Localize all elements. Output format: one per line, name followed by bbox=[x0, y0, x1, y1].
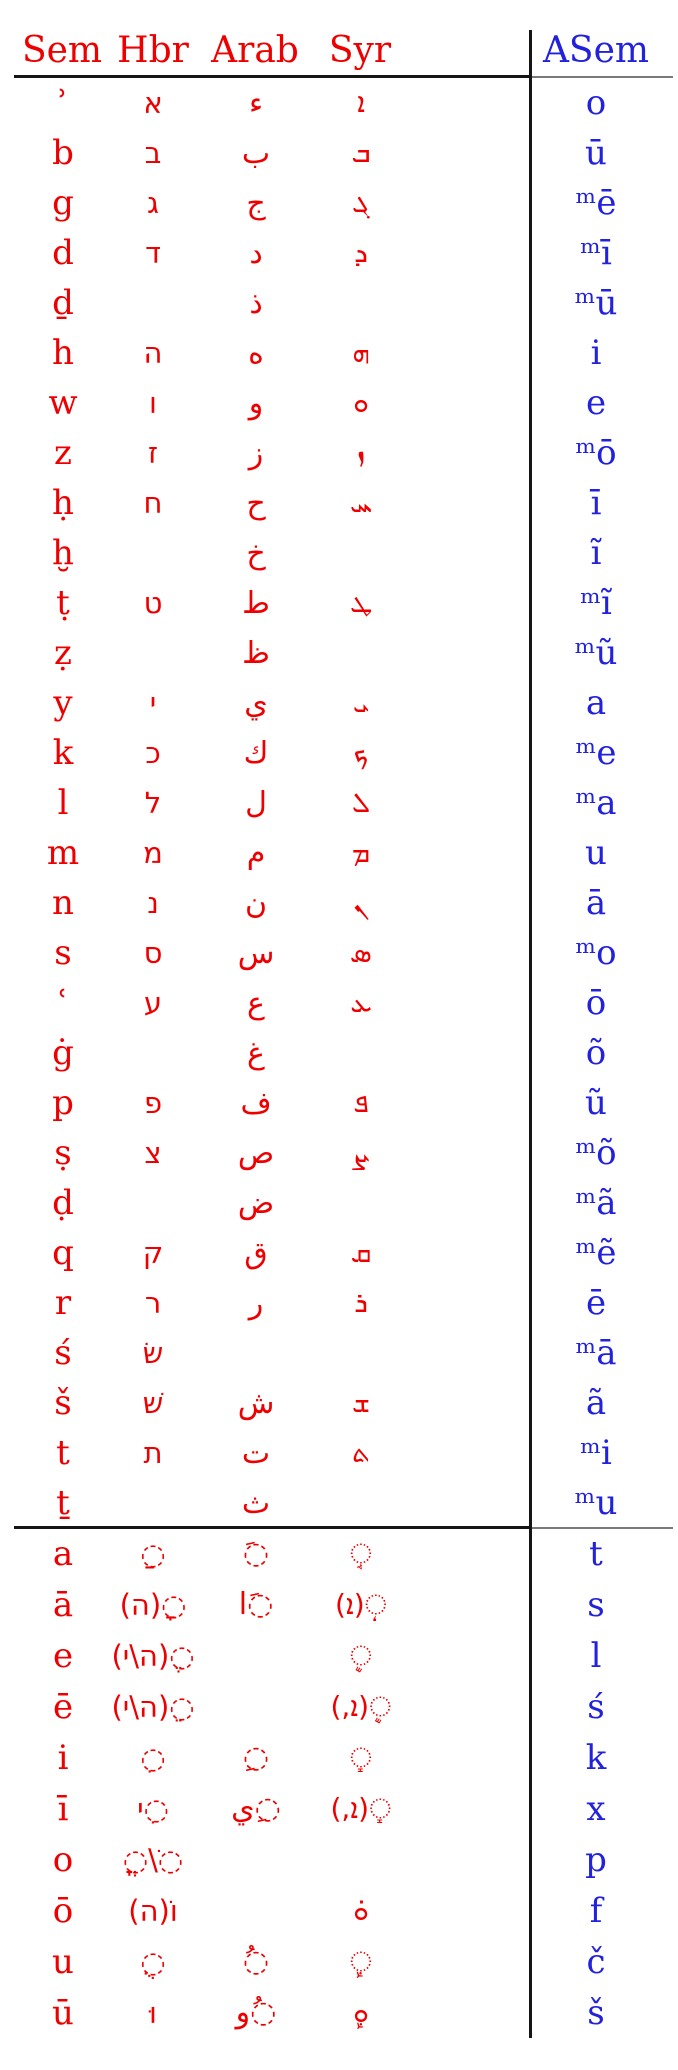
arab-cell: غ bbox=[247, 1035, 265, 1071]
table-row bbox=[0, 78, 678, 128]
column-header-hbr: Hbr bbox=[117, 29, 189, 71]
hbr-cell: ת bbox=[143, 1436, 163, 1470]
syr-cell bbox=[307, 528, 415, 578]
arab-cell: ج bbox=[246, 185, 266, 221]
syr-cell: ܒ bbox=[351, 136, 371, 169]
asem-cell: ᵐō bbox=[575, 433, 617, 473]
table-row bbox=[0, 1078, 678, 1128]
asem-cell: č bbox=[586, 1941, 606, 1982]
syr-cell: ܕ bbox=[354, 236, 368, 269]
syr-cell: ܐ bbox=[357, 86, 365, 119]
syr-cell: ܣ bbox=[349, 936, 373, 969]
table-row bbox=[0, 578, 678, 628]
asem-cell: ᵐi bbox=[580, 1433, 612, 1473]
sem-cell: m bbox=[46, 833, 80, 873]
hbr-cell: ◌ֵ(ה\י) bbox=[111, 1689, 195, 1724]
syr-cell: ܓ bbox=[351, 186, 371, 219]
table-row bbox=[0, 1987, 678, 2038]
sem-cell: z bbox=[54, 433, 72, 473]
hbr-cell: מ bbox=[143, 836, 163, 870]
syr-cell: ܚ bbox=[350, 486, 372, 519]
table-row bbox=[0, 1278, 678, 1328]
asem-cell: ᵐã bbox=[575, 1183, 617, 1223]
syr-cell: ܪ bbox=[354, 1286, 368, 1319]
hbr-cell: ה bbox=[143, 336, 163, 370]
syr-cell: ◌ܷ bbox=[349, 1638, 373, 1672]
asem-cell: ᵐī bbox=[580, 233, 612, 273]
table-row bbox=[0, 778, 678, 828]
syr-cell: ܛ bbox=[349, 586, 373, 619]
arab-cell: ث bbox=[241, 1485, 271, 1521]
syr-cell: ◌ܾ bbox=[349, 1944, 373, 1978]
asem-cell: u bbox=[585, 833, 607, 873]
sem-cell: o bbox=[52, 1839, 74, 1880]
arab-cell: د bbox=[249, 235, 263, 271]
asem-cell: ś bbox=[587, 1686, 605, 1727]
hbr-cell: ז bbox=[147, 436, 159, 470]
table-row bbox=[0, 1028, 678, 1078]
sem-cell: ḫ bbox=[52, 533, 74, 573]
syr-cell: ܘ̇ bbox=[353, 1893, 369, 1927]
hbr-cell: ט bbox=[143, 586, 163, 620]
sem-cell: ḍ bbox=[52, 1183, 74, 1223]
table-row bbox=[0, 278, 678, 328]
asem-cell: ē bbox=[585, 1283, 607, 1323]
asem-cell: p bbox=[585, 1839, 607, 1880]
asem-cell: l bbox=[590, 1635, 602, 1676]
syr-cell: ܫ bbox=[351, 1386, 371, 1419]
table-row bbox=[0, 1630, 678, 1681]
sem-cell: ō bbox=[52, 1890, 74, 1931]
sem-cell: ī bbox=[57, 1788, 69, 1829]
hbr-cell: ר bbox=[144, 1286, 162, 1320]
syr-cell: ܩ bbox=[350, 1236, 372, 1269]
table-row bbox=[0, 1579, 678, 1630]
arab-cell: ه bbox=[248, 335, 264, 371]
arab-cell: ◌َ bbox=[242, 1536, 270, 1571]
column-header-syr: Syr bbox=[328, 29, 392, 71]
table-row bbox=[0, 1228, 678, 1278]
syr-cell bbox=[307, 1328, 415, 1378]
asem-cell: õ bbox=[585, 1033, 607, 1073]
arab-cell: م bbox=[246, 835, 266, 871]
arab-cell: ء bbox=[248, 85, 264, 121]
syr-cell: ◌ܻ bbox=[349, 1740, 373, 1774]
syr-cell: ◌ܷ(ܐ,) bbox=[330, 1689, 392, 1723]
hbr-cell: וּ bbox=[149, 1995, 157, 2030]
sem-cell: s bbox=[54, 933, 72, 973]
hbr-cell: ל bbox=[144, 786, 162, 820]
sem-cell: ġ bbox=[52, 1033, 74, 1073]
hbr-cell: וֹ(ה) bbox=[128, 1893, 178, 1928]
asem-cell: ᵐo bbox=[575, 933, 617, 973]
sem-cell: w bbox=[48, 383, 78, 423]
table-row bbox=[0, 1732, 678, 1783]
sem-cell: k bbox=[52, 733, 74, 773]
arab-cell bbox=[206, 1328, 306, 1378]
syr-cell: ܨ bbox=[352, 1136, 370, 1169]
sem-cell: ē bbox=[52, 1686, 74, 1727]
hbr-cell: ◌ֻ bbox=[140, 1944, 166, 1979]
sem-cell: r bbox=[54, 1283, 72, 1323]
hbr-cell: ◌ַ bbox=[140, 1536, 166, 1571]
column-header-asem: ASem bbox=[542, 29, 650, 71]
hbr-cell bbox=[100, 1028, 206, 1078]
arab-cell: ف bbox=[240, 1085, 272, 1121]
table-row bbox=[0, 1681, 678, 1732]
hbr-cell bbox=[100, 1478, 206, 1528]
arab-cell bbox=[206, 1834, 306, 1885]
hbr-cell: ◌ָ(ה) bbox=[119, 1587, 187, 1622]
asem-cell: ᵐe bbox=[575, 733, 617, 773]
sem-cell: d bbox=[52, 233, 74, 273]
syr-cell bbox=[307, 1834, 415, 1885]
hbr-cell: ב bbox=[144, 136, 162, 170]
arab-cell: ص bbox=[237, 1135, 275, 1171]
hbr-cell bbox=[100, 528, 206, 578]
arab-cell: ر bbox=[248, 1285, 264, 1321]
asem-cell: ᵐẽ bbox=[575, 1233, 617, 1273]
hbr-cell bbox=[100, 628, 206, 678]
sem-cell: ḏ bbox=[52, 283, 74, 323]
sem-cell: ʾ bbox=[57, 83, 69, 123]
sem-cell: t bbox=[56, 1433, 70, 1473]
hbr-cell: נ bbox=[147, 886, 159, 920]
table-row bbox=[0, 528, 678, 578]
asem-cell: e bbox=[585, 383, 607, 423]
arab-cell: ي bbox=[244, 685, 268, 721]
table-row bbox=[0, 728, 678, 778]
hbr-cell: ע bbox=[143, 986, 163, 1020]
hbr-cell: א bbox=[143, 86, 163, 120]
table-row bbox=[0, 628, 678, 678]
syr-cell: ܙ bbox=[356, 436, 366, 469]
asem-cell: k bbox=[585, 1737, 607, 1778]
sem-cell: p bbox=[52, 1083, 74, 1123]
sem-cell: ʿ bbox=[57, 983, 69, 1023]
hbr-cell: ו bbox=[149, 386, 157, 420]
hbr-cell: ◌ִי bbox=[137, 1791, 169, 1826]
sem-cell: ā bbox=[52, 1584, 74, 1625]
sem-cell: ṯ bbox=[56, 1483, 70, 1523]
table-row bbox=[0, 478, 678, 528]
table-row bbox=[0, 1528, 678, 1579]
syr-cell: ܬ bbox=[352, 1436, 370, 1469]
arab-cell: ظ bbox=[242, 635, 270, 671]
syr-cell: ܘܾ bbox=[353, 1995, 369, 2029]
syr-cell bbox=[307, 1028, 415, 1078]
hbr-cell bbox=[100, 1178, 206, 1228]
asem-cell: a bbox=[585, 683, 607, 723]
syr-cell bbox=[307, 1178, 415, 1228]
sem-cell: ẓ bbox=[54, 633, 72, 673]
sem-cell: n bbox=[52, 883, 74, 923]
arab-cell: س bbox=[237, 935, 275, 971]
table-row bbox=[0, 428, 678, 478]
syr-cell: ◌ܻ(ܐ,) bbox=[330, 1791, 392, 1825]
sem-cell: b bbox=[52, 133, 74, 173]
table-row bbox=[0, 178, 678, 228]
arab-cell: خ bbox=[246, 535, 266, 571]
table-row bbox=[0, 228, 678, 278]
asem-cell: s bbox=[587, 1584, 605, 1625]
arab-cell: ◌ُو bbox=[235, 1995, 277, 2030]
syr-cell: ܢ bbox=[353, 886, 369, 919]
table-row bbox=[0, 1328, 678, 1378]
hbr-cell: כ bbox=[145, 736, 161, 770]
table-row bbox=[0, 1428, 678, 1478]
hbr-cell: ג bbox=[147, 186, 159, 220]
syr-cell: ܘ bbox=[353, 386, 369, 419]
arab-cell bbox=[206, 1885, 306, 1936]
sem-cell: g bbox=[52, 183, 74, 223]
arab-cell: ب bbox=[241, 135, 271, 171]
sem-cell: l bbox=[57, 783, 69, 823]
hbr-cell: שׂ bbox=[142, 1336, 164, 1370]
sem-cell: ḥ bbox=[52, 483, 74, 523]
arab-cell: ◌َا bbox=[238, 1587, 274, 1622]
table-row bbox=[0, 1178, 678, 1228]
hbr-cell: ◌ֹ\◌ֳ bbox=[122, 1842, 184, 1877]
asem-cell: ᵐē bbox=[575, 183, 617, 223]
column-header-arab: Arab bbox=[211, 29, 299, 71]
arab-cell: ح bbox=[246, 485, 266, 521]
table-row bbox=[0, 328, 678, 378]
asem-cell: ᵐā bbox=[575, 1333, 617, 1373]
asem-cell: š bbox=[587, 1992, 605, 2033]
syr-cell: ◌ܱ bbox=[349, 1536, 373, 1570]
table-row bbox=[0, 1783, 678, 1834]
asem-cell: i bbox=[590, 333, 602, 373]
syr-cell: ܦ bbox=[353, 1086, 369, 1119]
hbr-cell: שׁ bbox=[142, 1386, 164, 1420]
sem-cell: a bbox=[52, 1533, 74, 1574]
arab-cell: ل bbox=[245, 785, 267, 821]
asem-cell: ᵐũ bbox=[574, 633, 618, 673]
arab-cell: ذ bbox=[249, 285, 263, 321]
hbr-cell bbox=[100, 278, 206, 328]
asem-cell: ᵐĩ bbox=[580, 583, 612, 623]
arab-cell: ض bbox=[237, 1185, 275, 1221]
sem-cell: h bbox=[52, 333, 74, 373]
sem-cell: ṣ bbox=[54, 1133, 72, 1173]
asem-cell: ĩ bbox=[590, 533, 602, 573]
arab-cell: ش bbox=[237, 1385, 275, 1421]
hbr-cell: צ bbox=[144, 1136, 162, 1170]
hbr-cell: ס bbox=[143, 936, 163, 970]
arab-cell: ت bbox=[241, 1435, 271, 1471]
arab-cell bbox=[206, 1681, 306, 1732]
sem-cell: u bbox=[52, 1941, 74, 1982]
table-row bbox=[0, 1834, 678, 1885]
arab-cell: ن bbox=[244, 885, 268, 921]
arab-cell: ق bbox=[244, 1235, 268, 1271]
hbr-cell: ◌ִ bbox=[140, 1740, 166, 1775]
table-row bbox=[0, 1478, 678, 1528]
asem-cell: ᵐū bbox=[574, 283, 618, 323]
asem-cell: ā bbox=[585, 883, 607, 923]
hbr-cell: ק bbox=[142, 1236, 164, 1270]
hbr-cell: ד bbox=[145, 236, 161, 270]
syr-cell: ܝ bbox=[352, 686, 370, 719]
column-header-sem: Sem bbox=[21, 29, 103, 71]
asem-cell: t bbox=[589, 1533, 603, 1574]
hbr-cell: פ bbox=[143, 1086, 163, 1120]
hbr-cell: ח bbox=[143, 486, 163, 520]
asem-cell: ũ bbox=[585, 1083, 607, 1123]
asem-cell: ã bbox=[585, 1383, 607, 1423]
sem-cell: q bbox=[52, 1233, 74, 1273]
asem-cell: f bbox=[589, 1890, 603, 1931]
syr-cell: ܠ bbox=[351, 786, 371, 819]
syr-cell bbox=[307, 1478, 415, 1528]
asem-cell: ī bbox=[590, 483, 602, 523]
arab-cell: ع bbox=[247, 985, 265, 1021]
asem-cell: ᵐõ bbox=[575, 1133, 617, 1173]
hbr-cell: י bbox=[149, 686, 157, 720]
table-row bbox=[0, 378, 678, 428]
asem-cell: x bbox=[586, 1788, 606, 1829]
table-row bbox=[0, 878, 678, 928]
sem-cell: y bbox=[53, 683, 73, 723]
asem-cell: ū bbox=[585, 133, 607, 173]
table-row bbox=[0, 978, 678, 1028]
syr-cell: ܗ bbox=[352, 336, 370, 369]
syr-cell bbox=[307, 278, 415, 328]
arab-cell: ز bbox=[248, 435, 264, 471]
hbr-cell: ◌ֶ(ה\י) bbox=[111, 1638, 195, 1673]
sem-cell: š bbox=[54, 1383, 72, 1423]
table-row bbox=[0, 128, 678, 178]
asem-cell: o bbox=[585, 83, 607, 123]
sem-cell: i bbox=[57, 1737, 69, 1778]
sem-cell: ū bbox=[52, 1992, 74, 2033]
arab-cell: و bbox=[248, 385, 264, 421]
arab-cell bbox=[206, 1630, 306, 1681]
table-row bbox=[0, 1936, 678, 1987]
table-row bbox=[0, 1885, 678, 1936]
asem-cell: ō bbox=[585, 983, 607, 1023]
table-row bbox=[0, 1128, 678, 1178]
arab-cell: ◌ِ bbox=[242, 1740, 270, 1775]
asem-cell: ᵐa bbox=[575, 783, 617, 823]
syr-cell bbox=[307, 628, 415, 678]
arab-cell: ك bbox=[243, 735, 269, 771]
table-row bbox=[0, 828, 678, 878]
table-row bbox=[0, 928, 678, 978]
arab-cell: ◌ُ bbox=[242, 1944, 270, 1979]
syr-cell: ܡ bbox=[351, 836, 371, 869]
table-row bbox=[0, 678, 678, 728]
syr-cell: ܟ bbox=[353, 736, 369, 769]
sem-cell: ṭ bbox=[56, 583, 70, 623]
arab-cell: ◌ِي bbox=[231, 1791, 281, 1826]
syr-cell: ◌ܴ(ܐ) bbox=[334, 1587, 388, 1621]
sem-cell: e bbox=[52, 1635, 74, 1676]
asem-cell: ᵐu bbox=[574, 1483, 618, 1523]
arab-cell: ط bbox=[242, 585, 270, 621]
table-row bbox=[0, 1378, 678, 1428]
syr-cell: ܥ bbox=[350, 986, 372, 1019]
sem-cell: ś bbox=[54, 1333, 72, 1373]
